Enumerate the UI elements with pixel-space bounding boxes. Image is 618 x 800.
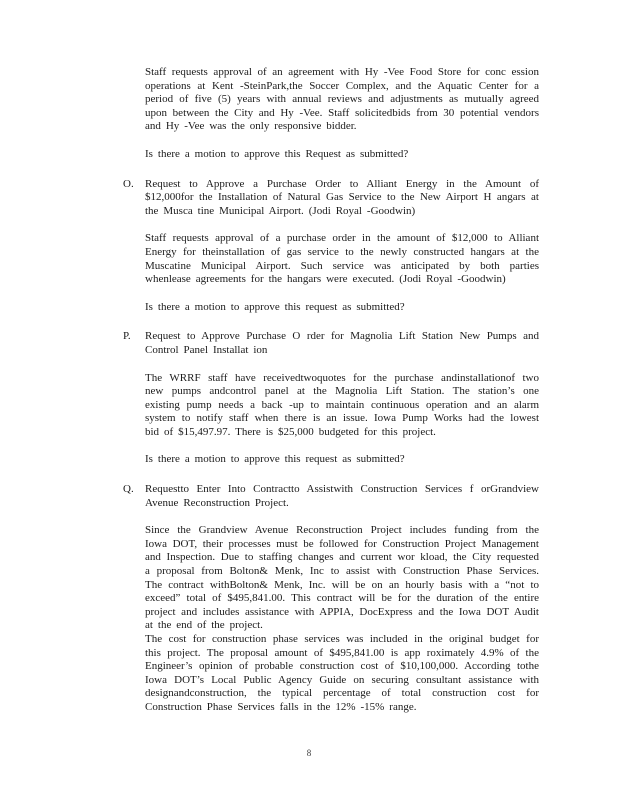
item-letter: O. xyxy=(123,177,134,190)
item-title: Request to Approve a Purchase Order to Alliant Energy in the Amount of $12,000for the Installation of Natural Gas Service to the New Airport H angars at the Musca tine Municipal Airport. (Jodi Royal -Goodwin) xyxy=(145,177,539,217)
item-q-body-2: The cost for construction phase services was included in the original budget for this project. The proposal amount of $495,841.00 is app roximately 4.9% of the Engineer’s opinion of probable construction cost of $10,100,000. According tothe Iowa DOT’s Local Public Agency Guide on securing consultant assistance with designandconstruction, the typical percentage of total construction cost for Construction Phase Services falls in the 12% -15% range. xyxy=(145,633,539,713)
motion-question: Is there a motion to approve this request as submitted? xyxy=(145,300,405,313)
agenda-item-o xyxy=(123,177,539,219)
item-title: Requestto Enter Into Contractto Assistwith Construction Services f orGrandview Avenue Reconstruction Project. xyxy=(145,483,539,509)
agenda-item-q xyxy=(123,483,539,510)
motion-question: Is there a motion to approve this request as submitted? xyxy=(145,453,405,466)
item-letter: P. xyxy=(123,330,131,343)
intro-paragraph: Staff requests approval of an agreement with Hy -Vee Food Store for conc ession operations at Kent -SteinPark,the Soccer Complex, and the Aquatic Center for a period of five (5) years with annual reviews and adjustments as mutually agreed upon between the City and Hy -Vee. Staff solicitedbids from 30 potential vendors and Hy -Vee was the only responsive bidder. xyxy=(145,66,539,133)
document-content xyxy=(123,66,539,729)
item-letter: Q. xyxy=(123,483,134,496)
page-number: 8 xyxy=(306,748,312,758)
item-title: Request to Approve Purchase O rder for Magnolia Lift Station New Pumps and Control Panel Installat ion xyxy=(145,330,539,356)
item-p-body: The WRRF staff have receivedtwoquotes for the purchase andinstallationof two new pumps andcontrol panel at the Magnolia Lift Station. The station’s one existing pump needs a back -up to maintain continuous operation and an alarm system to notify staff when there is an issue. Iowa Pump Works had the lowest bid of $15,497.97. There is $25,000 budgeted for this project. xyxy=(145,371,539,438)
motion-question: Is there a motion to approve this Request as submitted? xyxy=(145,147,409,160)
item-o-body: Staff requests approval of a purchase order in the amount of $12,000 to Alliant Energy for theinstallation of gas service to the newly constructed hangars at the Muscatine Municipal Airport. Such service was anticipated by both parties whenlease agreements for the hangars were executed. (Jodi Royal -Goodwin) xyxy=(145,232,539,286)
agenda-item-p xyxy=(123,330,539,357)
item-q-body: Since the Grandview Avenue Reconstruction Project includes funding from the Iowa DOT, their processes must be followed for Construction Project Management and Inspection. Due to staffing changes and current wor kload, the City requested a proposal from Bolton& Menk, Inc to assist with Construction Phase Services. The contract withBolton& Menk, Inc. will be on an hourly basis with a “not to exceed” total of $495,841.00. This contract will be for the duration of the entire project and includes assistance with APPIA, DocExpress and the Iowa DOT Audit at the end of the project. xyxy=(145,524,539,632)
